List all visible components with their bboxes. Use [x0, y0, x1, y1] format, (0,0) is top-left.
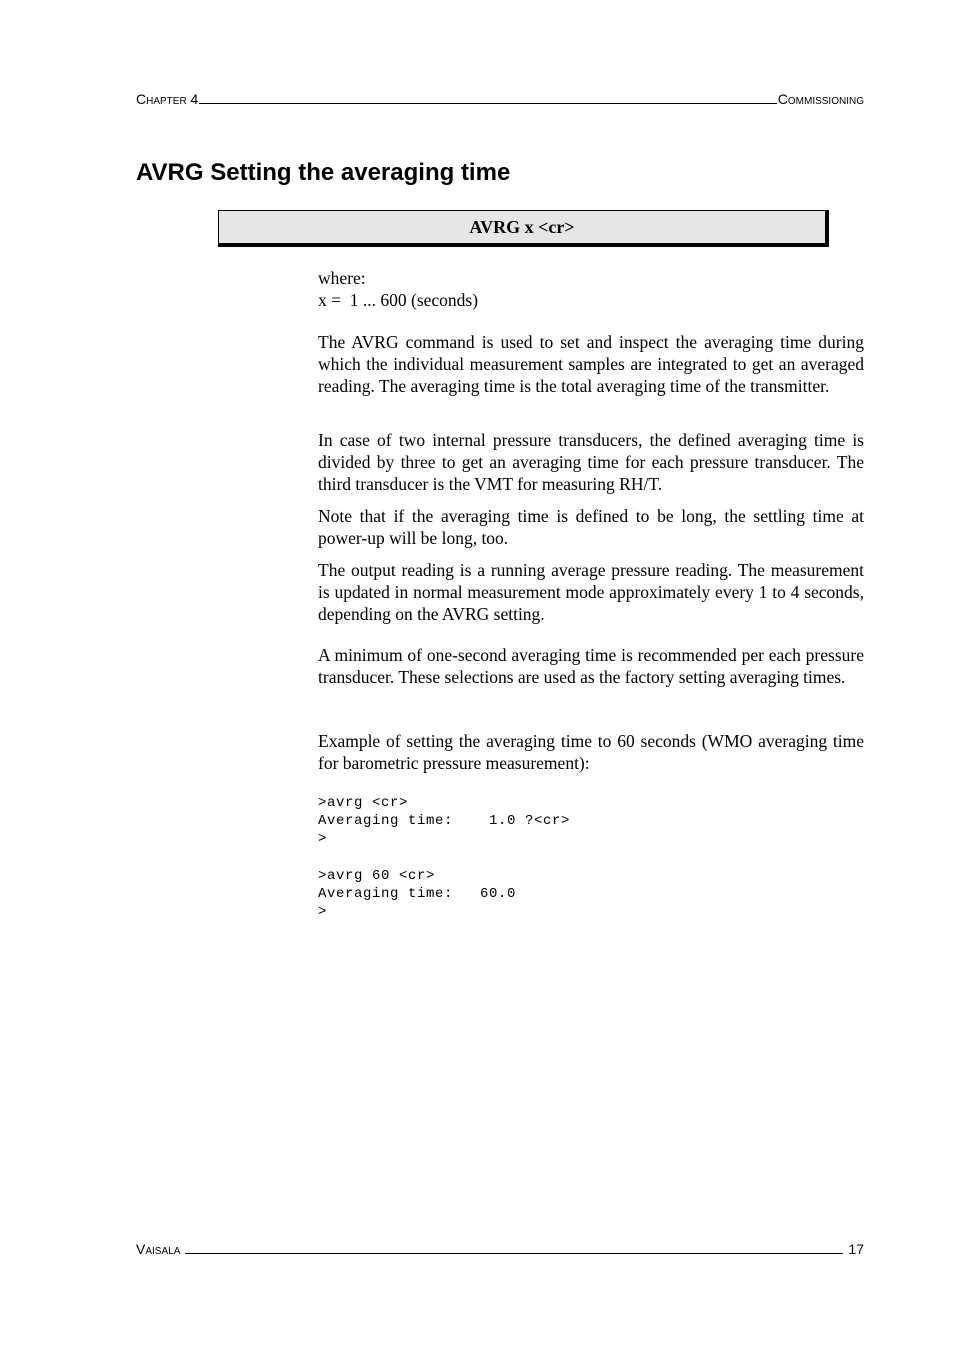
code-example: >avrg <cr> Averaging time: 1.0 ?<cr> > >avrg 60 <cr> Averaging time: 60.0 > — [318, 795, 571, 921]
paragraph-3 — [318, 505, 864, 549]
command-syntax: AVRG x <cr> — [469, 216, 575, 237]
paragraph-2 — [318, 429, 864, 495]
paragraph-text: The output reading is a running average pressure reading. The measurement is updated in normal measurement mode approximately every 1 to 4 seconds, depending on the AVRG setting. — [318, 560, 864, 624]
chapter-label: Chapter 4 — [136, 91, 199, 107]
paragraph-text: Example of setting the averaging time to 60 seconds (WMO averaging time for barometric pressure measurement): — [318, 731, 864, 773]
paragraph-1 — [318, 331, 864, 397]
paragraph-text: In case of two internal pressure transducers, the defined averaging time is divided by three to get an averaging time for each pressure transducer. The third transducer is the VMT for measuring RH/T. — [318, 430, 864, 494]
paragraph-text: The AVRG command is used to set and inspect the averaging time during which the individual measurement samples are integrated to get an averaged reading. The averaging time is the total averaging time of the transmitter. — [318, 332, 864, 396]
paragraph-text: Note that if the averaging time is defined to be long, the settling time at power-up will be long, too. — [318, 506, 864, 548]
section-heading: AVRG Setting the averaging time — [136, 159, 511, 186]
paragraph-6 — [318, 730, 864, 774]
paragraph-text: A minimum of one-second averaging time is recommended per each pressure transducer. These selections are used as the factory setting averaging times. — [318, 645, 864, 687]
where-param: x = 1 ... 600 (seconds) — [318, 290, 479, 310]
page-number: 17 — [848, 1241, 864, 1257]
where-block — [318, 267, 864, 311]
running-footer — [136, 1240, 864, 1258]
company-name: Vaisala — [136, 1241, 181, 1257]
footer-rule — [185, 1252, 843, 1254]
where-label: where: — [318, 268, 366, 288]
header-rule — [199, 102, 776, 104]
running-header — [136, 90, 864, 108]
command-syntax-box — [218, 210, 829, 247]
paragraph-5 — [318, 644, 864, 688]
chapter-title: Commissioning — [777, 91, 864, 107]
paragraph-4 — [318, 559, 864, 625]
